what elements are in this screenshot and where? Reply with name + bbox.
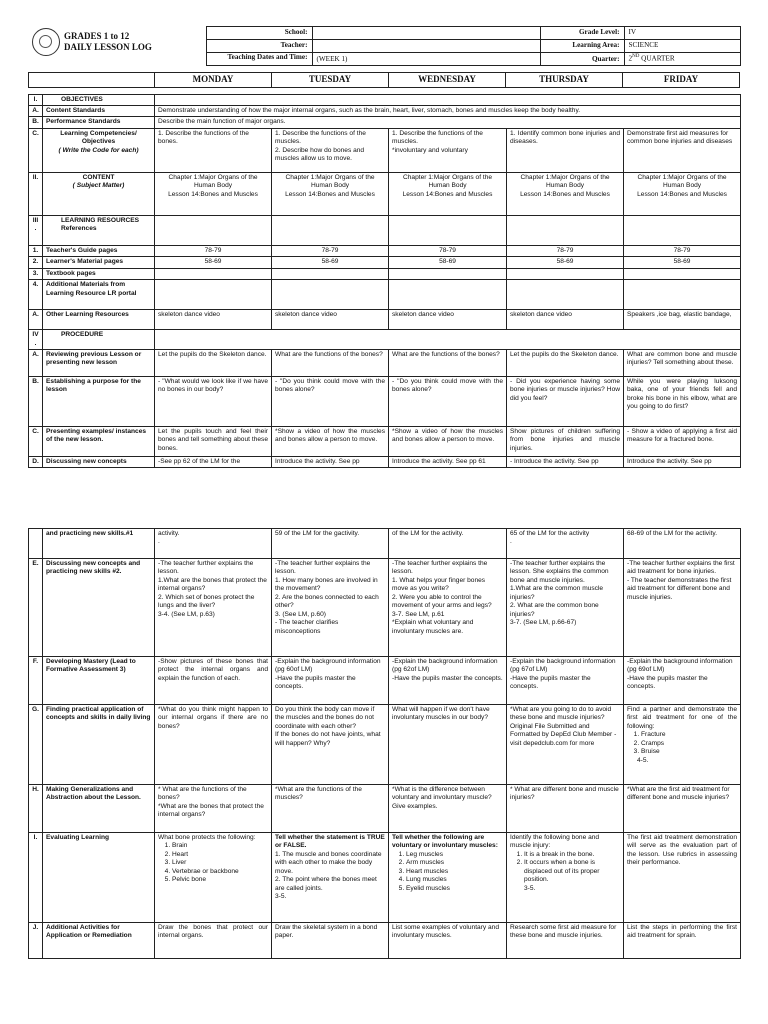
row-label: Other Learning Resources	[43, 310, 155, 330]
row-num: III.	[29, 215, 43, 245]
cell-wed: What are the functions of the bones?	[389, 350, 507, 377]
row-num: C.	[29, 128, 43, 172]
eval-wed-instruction: Tell whether the following are voluntary or involuntary muscles:	[392, 834, 498, 850]
quarter-label: Quarter:	[540, 53, 624, 66]
title-grades: GRADES 1 to 12	[64, 31, 130, 42]
cell-thu: *What are you going to do to avoid these bone and muscle injuries? Original File Submitted and Formatted by DepEd Club Member - visit depedclub.com for more	[507, 705, 624, 785]
row-num: A.	[29, 350, 43, 377]
row-label: PROCEDURE	[43, 330, 155, 350]
row-procedure	[29, 330, 741, 350]
cell-mon: Draw the bones that protect our internal organs.	[155, 923, 272, 959]
cell-fri: While you were playing luksong baka, one of your friends fell and broke his bone in his elbow, what are you going to do first?	[624, 377, 741, 427]
cell-thu: Chapter 1:Major Organs of the Human Body Lesson 14:Bones and Muscles	[507, 172, 624, 215]
teacher-value	[312, 40, 540, 53]
cell-mon: 78-79	[155, 245, 272, 256]
list-item: 3. Heart muscles	[406, 868, 503, 876]
cell-thu	[507, 833, 624, 923]
row-textbook	[29, 268, 741, 279]
grade-label: Grade Level:	[540, 27, 624, 40]
eval-mon-intro: What bone protects the following:	[158, 834, 256, 841]
dates-value: (WEEK 1)	[312, 53, 540, 66]
list-item: 4. Lung muscles	[406, 876, 503, 884]
row-label: Finding practical application of concepts and skills in daily living	[43, 705, 155, 785]
page-one	[28, 26, 740, 468]
cell-mon	[155, 833, 272, 923]
cell-tue: 1. Describe the functions of the muscles. 2. Describe how do bones and muscles allow us to move.	[272, 128, 389, 172]
cell-fri: List the steps in performing the first aid treatment for sprain.	[624, 923, 741, 959]
cell-wed	[389, 268, 507, 279]
cell-fri: Chapter 1:Major Organs of the Human Body Lesson 14:Bones and Muscles	[624, 172, 741, 215]
row-label: Reviewing previous Lesson or presenting new lesson	[43, 350, 155, 377]
row-mastery	[29, 657, 741, 705]
list-item: 1. It is a break in the bone.	[524, 851, 620, 859]
list-item: 2. Cramps	[641, 740, 737, 748]
cell-wed: - "Do you think could move with the bones alone?	[389, 377, 507, 427]
row-competencies	[29, 128, 741, 172]
row-label: and practicing new skills.#1	[43, 529, 155, 559]
cell-wed: skeleton dance video	[389, 310, 507, 330]
list-item: 3. Liver	[172, 859, 268, 867]
cell-thu: 58-69	[507, 257, 624, 268]
lesson-table-page2	[28, 528, 741, 959]
row-reviewing	[29, 350, 741, 377]
cell-mon: - "What would we look like if we have no bones in our body?	[155, 377, 272, 427]
cell-mon: skeleton dance video	[155, 310, 272, 330]
cell-mon	[155, 280, 272, 310]
row-label: Additional Activities for Application or Remediation	[43, 923, 155, 959]
application-fri-intro: Find a partner and demonstrate the first aid treatment for one of the following:	[627, 706, 737, 730]
performance-standards-text: Describe the main function of major organs.	[155, 117, 741, 128]
cell-mon: activity. .	[155, 529, 272, 559]
cell-thu: * What are different bone and muscle injuries?	[507, 785, 624, 833]
cell-fri: Introduce the activity. See pp	[624, 457, 741, 468]
cell-wed: of the LM for the activity.	[389, 529, 507, 559]
cell-mon: Chapter 1:Major Organs of the Human Body Lesson 14:Bones and Muscles	[155, 172, 272, 215]
cell-tue: 78-79	[272, 245, 389, 256]
header-table	[28, 26, 741, 66]
cell-thu: 1. Identify common bone injuries and diseases.	[507, 128, 624, 172]
row-num: I.	[29, 94, 43, 105]
cell-thu: skeleton dance video	[507, 310, 624, 330]
cell-tue: 58-69	[272, 257, 389, 268]
lesson-table-page1	[28, 94, 741, 469]
eval-tue-instruction: Tell whether the statement is TRUE or FALSE.	[275, 834, 385, 850]
grade-value: IV	[624, 27, 740, 40]
list-item: 1. Leg muscles	[406, 851, 503, 859]
row-performance-standards	[29, 117, 741, 128]
row-learners-material	[29, 257, 741, 268]
list-item: 4. Vertebrae or backbone	[172, 868, 268, 876]
cell-thu: 65 of the LM for the activity .	[507, 529, 624, 559]
cell-wed: Chapter 1:Major Organs of the Human Body Lesson 14:Bones and Muscles	[389, 172, 507, 215]
cell-tue	[272, 268, 389, 279]
cell-tue: Chapter 1:Major Organs of the Human Body Lesson 14:Bones and Muscles	[272, 172, 389, 215]
list-item: 2. Heart	[172, 851, 268, 859]
row-additional-materials	[29, 280, 741, 310]
row-label: Evaluating Learning	[43, 833, 155, 923]
list-item: 2. Arm muscles	[406, 859, 503, 867]
row-additional-activities	[29, 923, 741, 959]
quarter-suffix: ND	[632, 54, 640, 60]
cell-wed	[389, 215, 507, 245]
content-label: CONTENT	[82, 173, 115, 181]
list-item: 1. Fracture	[641, 731, 737, 739]
competencies-label: Learning Competencies/ Objectives	[60, 129, 137, 146]
cell-wed: 78-79	[389, 245, 507, 256]
row-num: E.	[29, 559, 43, 657]
content-note: ( Subject Matter)	[72, 182, 125, 190]
row-generalizations	[29, 785, 741, 833]
cell-thu	[507, 215, 624, 245]
cell-mon: Let the pupils do the Skeleton dance.	[155, 350, 272, 377]
list-item: 5. Eyelid muscles	[406, 885, 503, 893]
row-num: J.	[29, 923, 43, 959]
cell-wed	[389, 280, 507, 310]
row-label: Textbook pages	[43, 268, 155, 279]
quarter-word: QUARTER	[639, 54, 675, 63]
cell-tue: Draw the skeletal system in a bond paper.	[272, 923, 389, 959]
cell-tue: What are the functions of the bones?	[272, 350, 389, 377]
deped-seal-icon	[32, 28, 60, 56]
cell-tue: -Explain the background information (pg 60of LM) -Have the pupils master the concepts.	[272, 657, 389, 705]
cell-wed: 58-69	[389, 257, 507, 268]
row-num: H.	[29, 785, 43, 833]
row-teachers-guide	[29, 245, 741, 256]
cell-mon: * What are the functions of the bones? *What are the bones that protect the internal organs?	[155, 785, 272, 833]
cell-fri	[624, 280, 741, 310]
row-presenting	[29, 427, 741, 457]
list-item: 2. It occurs when a bone is displaced out of its proper position.	[524, 859, 620, 884]
cell-tue: skeleton dance video	[272, 310, 389, 330]
cell-mon	[155, 268, 272, 279]
row-num	[29, 529, 43, 559]
cell-fri: What are common bone and muscle injuries? Tell something about these.	[624, 350, 741, 377]
cell-tue: *What are the functions of the muscles?	[272, 785, 389, 833]
day-tuesday: TUESDAY	[272, 73, 389, 88]
cell-wed	[389, 833, 507, 923]
cell-fri	[624, 268, 741, 279]
row-discussing-1	[29, 457, 741, 468]
cell-thu: Let the pupils do the Skeleton dance.	[507, 350, 624, 377]
row-num: 1.	[29, 245, 43, 256]
quarter-value	[624, 53, 740, 66]
cell-tue	[272, 280, 389, 310]
cell-fri: *What are the first aid treatment for different bone and muscle injuries?	[624, 785, 741, 833]
area-value: SCIENCE	[624, 40, 740, 53]
row-label	[43, 128, 155, 172]
cell-mon: -See pp 62 of the LM for the	[155, 457, 272, 468]
cell-mon: Let the pupils touch and feel their bones and tell something about these bones.	[155, 427, 272, 457]
row-num: B.	[29, 117, 43, 128]
row-discussing-2	[29, 559, 741, 657]
day-monday: MONDAY	[155, 73, 272, 88]
row-num: II.	[29, 172, 43, 215]
cell-thu	[507, 280, 624, 310]
row-discussing-1-cont	[29, 529, 741, 559]
quarter-number: 2	[628, 54, 633, 63]
row-label: OBJECTIVES	[43, 94, 155, 105]
day-thursday: THURSDAY	[506, 73, 623, 88]
row-label: Making Generalizations and Abstraction about the Lesson.	[43, 785, 155, 833]
row-evaluating	[29, 833, 741, 923]
row-num: IV.	[29, 330, 43, 350]
list-item: 3. Bruise	[641, 748, 737, 756]
cell-tue: Introduce the activity. See pp	[272, 457, 389, 468]
cell-thu: Research some first aid measure for these bone and muscle injuries.	[507, 923, 624, 959]
cell-thu: - Did you experience having some bone injuries or muscle injuries? How did you feel?	[507, 377, 624, 427]
eval-tue-items: 1. The muscle and bones coordinate with each other to make the body move. 2. The point where the bones meet are called joints. 3-5.	[275, 850, 382, 901]
row-empty	[155, 94, 741, 105]
page-two	[28, 528, 740, 959]
row-label: Presenting examples/ instances of the new lesson.	[43, 427, 155, 457]
application-fri-tail: 4-5.	[637, 756, 649, 764]
eval-thu-intro: Identify the following bone and muscle injury:	[510, 834, 600, 850]
cell-wed: *Show a video of how the muscles and bones allow a person to move.	[389, 427, 507, 457]
row-content	[29, 172, 741, 215]
cell-thu: 78-79	[507, 245, 624, 256]
cell-tue: - "Do you think could move with the bones alone?	[272, 377, 389, 427]
day-friday: FRIDAY	[623, 73, 740, 88]
header-brand	[28, 27, 206, 66]
cell-fri: 58-69	[624, 257, 741, 268]
row-num: C.	[29, 427, 43, 457]
row-other-resources	[29, 310, 741, 330]
cell-thu: Show pictures of children suffering from bone injuries and muscle injuries.	[507, 427, 624, 457]
row-resources	[29, 215, 741, 245]
cell-wed: 1. Describe the functions of the muscles. *involuntary and voluntary	[389, 128, 507, 172]
cell-thu: - Introduce the activity. See pp	[507, 457, 624, 468]
cell-tue: *Show a video of how the muscles and bones allow a person to move.	[272, 427, 389, 457]
cell-fri: 78-79	[624, 245, 741, 256]
competencies-note: ( Write the Code for each)	[58, 146, 139, 154]
school-value	[312, 27, 540, 40]
title-dll: DAILY LESSON LOG	[64, 41, 152, 52]
cell-tue: -The teacher further explains the lesson. 1. How many bones are involved in the movement? 2. Are the bones connected to each other? 3. (See LM, p.60) - The teacher clarifies misconceptions	[272, 559, 389, 657]
cell-wed: *What is the difference between voluntary and involuntary muscle? Give examples.	[389, 785, 507, 833]
row-label: Discussing new concepts	[43, 457, 155, 468]
school-label: School:	[206, 27, 312, 40]
cell-fri: 68-69 of the LM for the activity.	[624, 529, 741, 559]
days-header	[28, 72, 740, 88]
row-label: Discussing new concepts and practicing new skills #2.	[43, 559, 155, 657]
cell-fri: - Show a video of applying a first aid measure for a fractured bone.	[624, 427, 741, 457]
cell-mon: 1. Describe the functions of the bones.	[155, 128, 272, 172]
cell-thu: -The teacher further explains the lesson. She explains the common bone and muscle injuries. 1.What are the common muscle injuries? 2. What are the common bone injuries? 3-7. (See LM, p.66-67)	[507, 559, 624, 657]
row-num: 4.	[29, 280, 43, 310]
row-empty	[155, 330, 741, 350]
row-num: 3.	[29, 268, 43, 279]
cell-fri: The first aid treatment demonstration will serve as the evaluation part of the lesson. Use rubrics in assessing their performance.	[624, 833, 741, 923]
list-item: 5. Pelvic bone	[172, 876, 268, 884]
cell-wed: Introduce the activity. See pp 61	[389, 457, 507, 468]
row-objectives	[29, 94, 741, 105]
cell-mon: 58-69	[155, 257, 272, 268]
cell-tue: Do you think the body can move if the muscles and the bones do not coordinate with each other? If the bones do not have joints, what will happen? Why?	[272, 705, 389, 785]
row-num: D.	[29, 457, 43, 468]
cell-wed: What will happen if we don't have involuntary muscles in our body?	[389, 705, 507, 785]
row-label: LEARNING RESOURCES References	[43, 215, 155, 245]
cell-tue	[272, 215, 389, 245]
row-label: Learner's Material pages	[43, 257, 155, 268]
row-content-standards	[29, 105, 741, 116]
cell-mon	[155, 215, 272, 245]
cell-mon: *What do you think might happen to our internal organs if there are no bones?	[155, 705, 272, 785]
cell-fri: -Explain the background information (pg 69of LM) -Have the pupils master the concepts.	[624, 657, 741, 705]
row-num: A.	[29, 105, 43, 116]
row-label: Performance Standards	[43, 117, 155, 128]
dates-label: Teaching Dates and Time:	[206, 53, 312, 66]
cell-thu: -Explain the background information (pg 67of LM) -Have the pupils master the concepts.	[507, 657, 624, 705]
day-wednesday: WEDNESDAY	[389, 73, 506, 88]
row-application	[29, 705, 741, 785]
cell-thu	[507, 268, 624, 279]
cell-tue	[272, 833, 389, 923]
row-num: 2.	[29, 257, 43, 268]
days-corner	[29, 73, 155, 88]
cell-fri: Demonstrate first aid measures for common bone injuries and diseases	[624, 128, 741, 172]
list-item: 1. Brain	[172, 842, 268, 850]
row-label: Teacher's Guide pages	[43, 245, 155, 256]
row-label: Content Standards	[43, 105, 155, 116]
cell-wed: List some examples of voluntary and involuntary muscles.	[389, 923, 507, 959]
row-num: B.	[29, 377, 43, 427]
cell-tue: 59 of the LM for the gactivity.	[272, 529, 389, 559]
row-label: Developing Mastery (Lead to Formative Assessment 3)	[43, 657, 155, 705]
content-standards-text: Demonstrate understanding of how the major internal organs, such as the brain, heart, liver, stomach, bones and muscles keep the body healthy.	[155, 105, 741, 116]
row-num: A.	[29, 310, 43, 330]
page-break	[0, 500, 768, 526]
area-label: Learning Area:	[540, 40, 624, 53]
cell-fri: -The teacher further explains the first aid treatment for bone injuries. - The teacher demonstrates the first aid treatment for different bone and muscle injuries.	[624, 559, 741, 657]
cell-mon: -Show pictures of these bones that protect the internal organs and explain the function of each.	[155, 657, 272, 705]
row-label	[43, 172, 155, 215]
cell-fri	[624, 705, 741, 785]
cell-mon: -The teacher further explains the lesson. 1.What are the bones that protect the internal organs? 2. Which set of bones protect the lungs and the liver? 3-4. (See LM, p.63)	[155, 559, 272, 657]
cell-wed: -Explain the background information (pg 62of LM) -Have the pupils master the concepts.	[389, 657, 507, 705]
cell-fri: Speakers ,ice bag, elastic bandage,	[624, 310, 741, 330]
row-label: Establishing a purpose for the lesson	[43, 377, 155, 427]
row-num: F.	[29, 657, 43, 705]
row-num: I.	[29, 833, 43, 923]
cell-wed: -The teacher further explains the lesson. 1. What helps your finger bones move as you write? 2. Were you able to control the movement of your arms and legs? 3-7. See LM, p.61 *Explain what voluntary and involuntary muscles are.	[389, 559, 507, 657]
row-label: Additional Materials from Learning Resource LR portal	[43, 280, 155, 310]
teacher-label: Teacher:	[206, 40, 312, 53]
cell-fri	[624, 215, 741, 245]
eval-thu-tail: 3-5.	[524, 884, 536, 892]
row-purpose	[29, 377, 741, 427]
row-num: G.	[29, 705, 43, 785]
